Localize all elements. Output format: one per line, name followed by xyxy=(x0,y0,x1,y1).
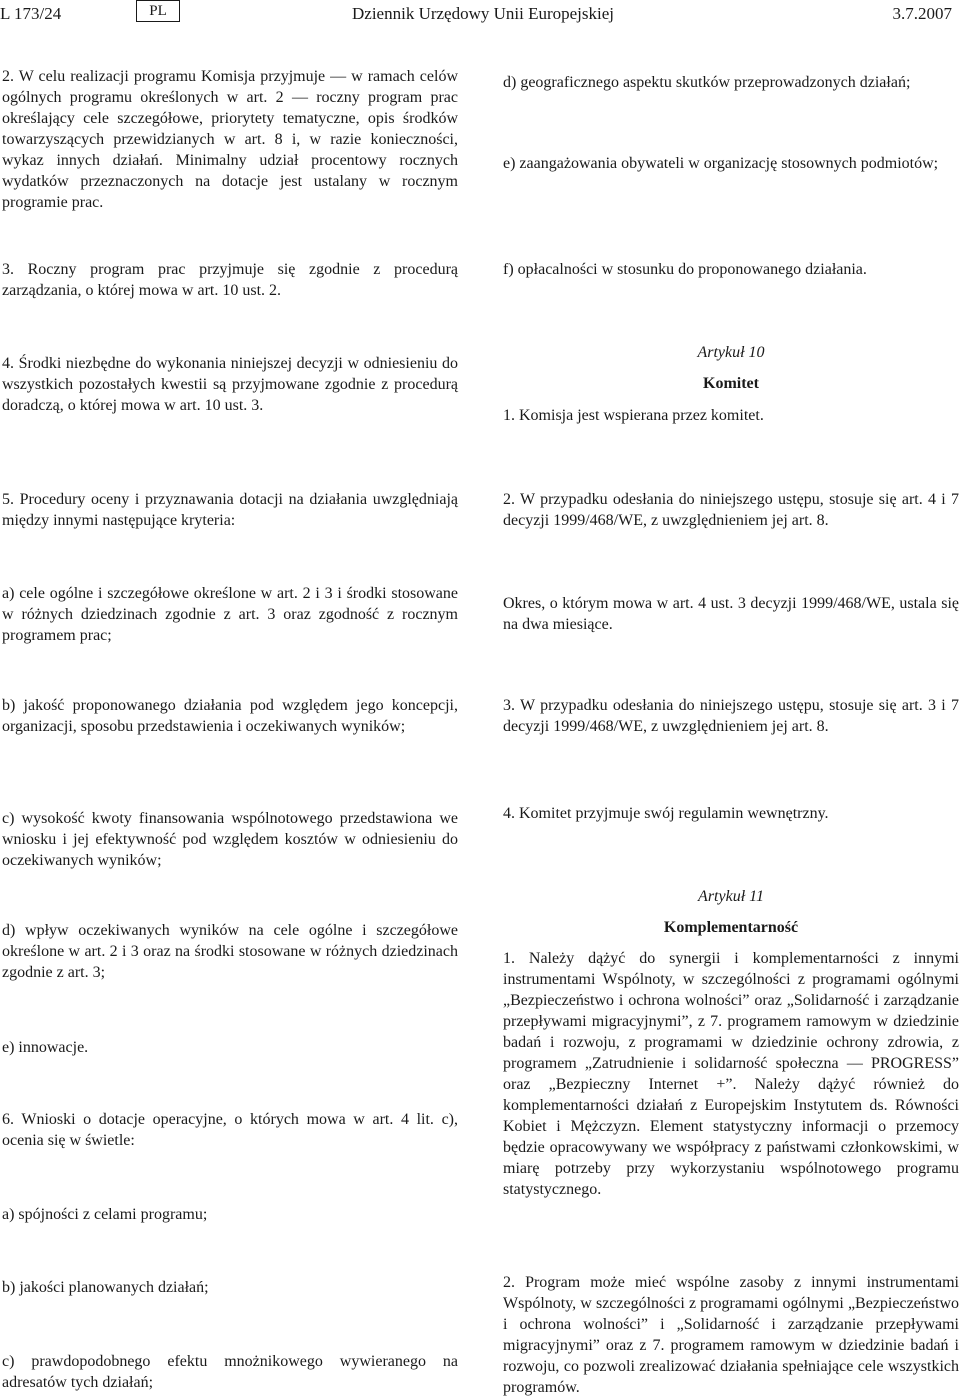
article-10-period: Okres, o którym mowa w art. 4 ust. 3 decyzji 1999/468/WE, ustala się na dwa miesiące. xyxy=(503,595,959,633)
page-header xyxy=(0,0,960,30)
paragraph-6: 6. Wnioski o dotacje operacyjne, o których mowa w art. 4 lit. c), ocenia się w świetle: xyxy=(2,1111,458,1149)
criterion-e: e) innowacje. xyxy=(2,1039,89,1056)
paragraph-5: 5. Procedury oceny i przyznawania dotacji na działania uwzględniają między innymi następujące kryteria: xyxy=(2,491,458,529)
paragraph-4: 4. Środki niezbędne do wykonania niniejszej decyzji w odniesieniu do wszystkich pozostałych kwestii są przyjmowane zgodnie z procedurą doradczą, o której mowa w art. 10 ust. 3. xyxy=(2,355,458,414)
operational-criterion-b: b) jakości planowanych działań; xyxy=(2,1279,209,1296)
article-10-title: Komitet xyxy=(703,375,759,392)
operational-criterion-c: c) prawdopodobnego efektu mnożnikowego wywieranego na adresatów tych działań; xyxy=(2,1353,458,1391)
article-10-paragraph-3: 3. W przypadku odesłania do niniejszego ustępu, stosuje się art. 3 i 7 decyzji 1999/468/WE, z uwzględnieniem jej art. 8. xyxy=(503,697,959,735)
article-10-number: Artykuł 10 xyxy=(697,344,765,361)
article-11-paragraph-2: 2. Program może mieć wspólne zasoby z innymi instrumentami Wspólnoty, w szczególności z programami ogólnymi „Bezpieczeństwo i ochrona wolności” i „Solidarność i zarządzanie przepływami migracyjnymi” oraz z 7. programem ramowym w dziedzinie badań i rozwoju, co pozwoli zrealizować działania spełniające cele wszystkich programów. xyxy=(503,1274,959,1396)
paragraph-2: 2. W celu realizacji programu Komisja przyjmuje — w ramach celów ogólnych programu określonych w art. 2 — roczny program prac określający cele szczegółowe, priorytety tematyczne, opis środków towarzyszących przewidzianych w art. 8 i, w razie konieczności, wykaz innych działań. Minimalny udział procentowy rocznych wydatków przeznaczonych na dotacje jest ustalany w rocznym programie prac. xyxy=(2,68,458,211)
publication-date: 3.7.2007 xyxy=(892,4,952,23)
operational-criterion-f: f) opłacalności w stosunku do proponowanego działania. xyxy=(503,261,867,278)
criterion-d: d) wpływ oczekiwanych wyników na cele ogólne i szczegółowe określone w art. 2 i 3 oraz na środki stosowane w różnych dziedzinach zgodnie z art. 3; xyxy=(2,922,458,981)
criterion-b: b) jakość proponowanego działania pod względem jego koncepcji, organizacji, sposobu przedstawienia i oczekiwanych wyników; xyxy=(2,697,458,735)
language-box: PL xyxy=(136,0,180,22)
article-11-paragraph-1: 1. Należy dążyć do synergii i komplementarności z innymi instrumentami Wspólnoty, w szczególności z programami ogólnymi „Bezpieczeństwo i ochrona wolności” oraz „Solidarność i zarządzanie przepływami migracyjnymi”, z 7. programem ramowym w dziedzinie badań i rozwoju, z programami w dziedzinie ochrony zdrowia, z programem „Zatrudnienie i solidarność społeczna — PROGRESS” oraz „Bezpieczny Internet +”. Należy dążyć również do komplementarności działań z Europejskim Instytutem ds. Równości Kobiet i Mężczyzn. Element statystyczny informacji o przemocy będzie opracowywany we współpracy z państwami członkowskimi, w miarę potrzeby przy wykorzystaniu wspólnotowego programu statystycznego. xyxy=(503,950,959,1198)
article-10-paragraph-1: 1. Komisja jest wspierana przez komitet. xyxy=(503,407,764,424)
journal-title: Dziennik Urzędowy Unii Europejskiej xyxy=(352,4,615,23)
operational-criterion-a: a) spójności z celami programu; xyxy=(2,1206,208,1223)
operational-criterion-e: e) zaangażowania obywateli w organizację stosownych podmiotów; xyxy=(503,155,939,172)
operational-criterion-d: d) geograficznego aspektu skutków przeprowadzonych działań; xyxy=(503,74,911,91)
criterion-c: c) wysokość kwoty finansowania wspólnotowego przedstawiona we wniosku i jej efektywność pod względem kosztów w odniesieniu do oczekiwanych wyników; xyxy=(2,810,458,869)
criterion-a: a) cele ogólne i szczegółowe określone w art. 2 i 3 i środki stosowane w różnych dziedzinach zgodnie z art. 3 oraz zgodność z rocznym programem prac; xyxy=(2,585,458,644)
article-10-paragraph-2: 2. W przypadku odesłania do niniejszego ustępu, stosuje się art. 4 i 7 decyzji 1999/468/WE, z uwzględnieniem jej art. 8. xyxy=(503,491,959,529)
article-11-number: Artykuł 11 xyxy=(698,888,764,905)
article-10-paragraph-4: 4. Komitet przyjmuje swój regulamin wewnętrzny. xyxy=(503,805,829,822)
page-reference: L 173/24 xyxy=(0,4,62,23)
article-11-title: Komplementarność xyxy=(663,919,799,936)
paragraph-3: 3. Roczny program prac przyjmuje się zgodnie z procedurą zarządzania, o której mowa w art. 10 ust. 2. xyxy=(2,261,458,299)
